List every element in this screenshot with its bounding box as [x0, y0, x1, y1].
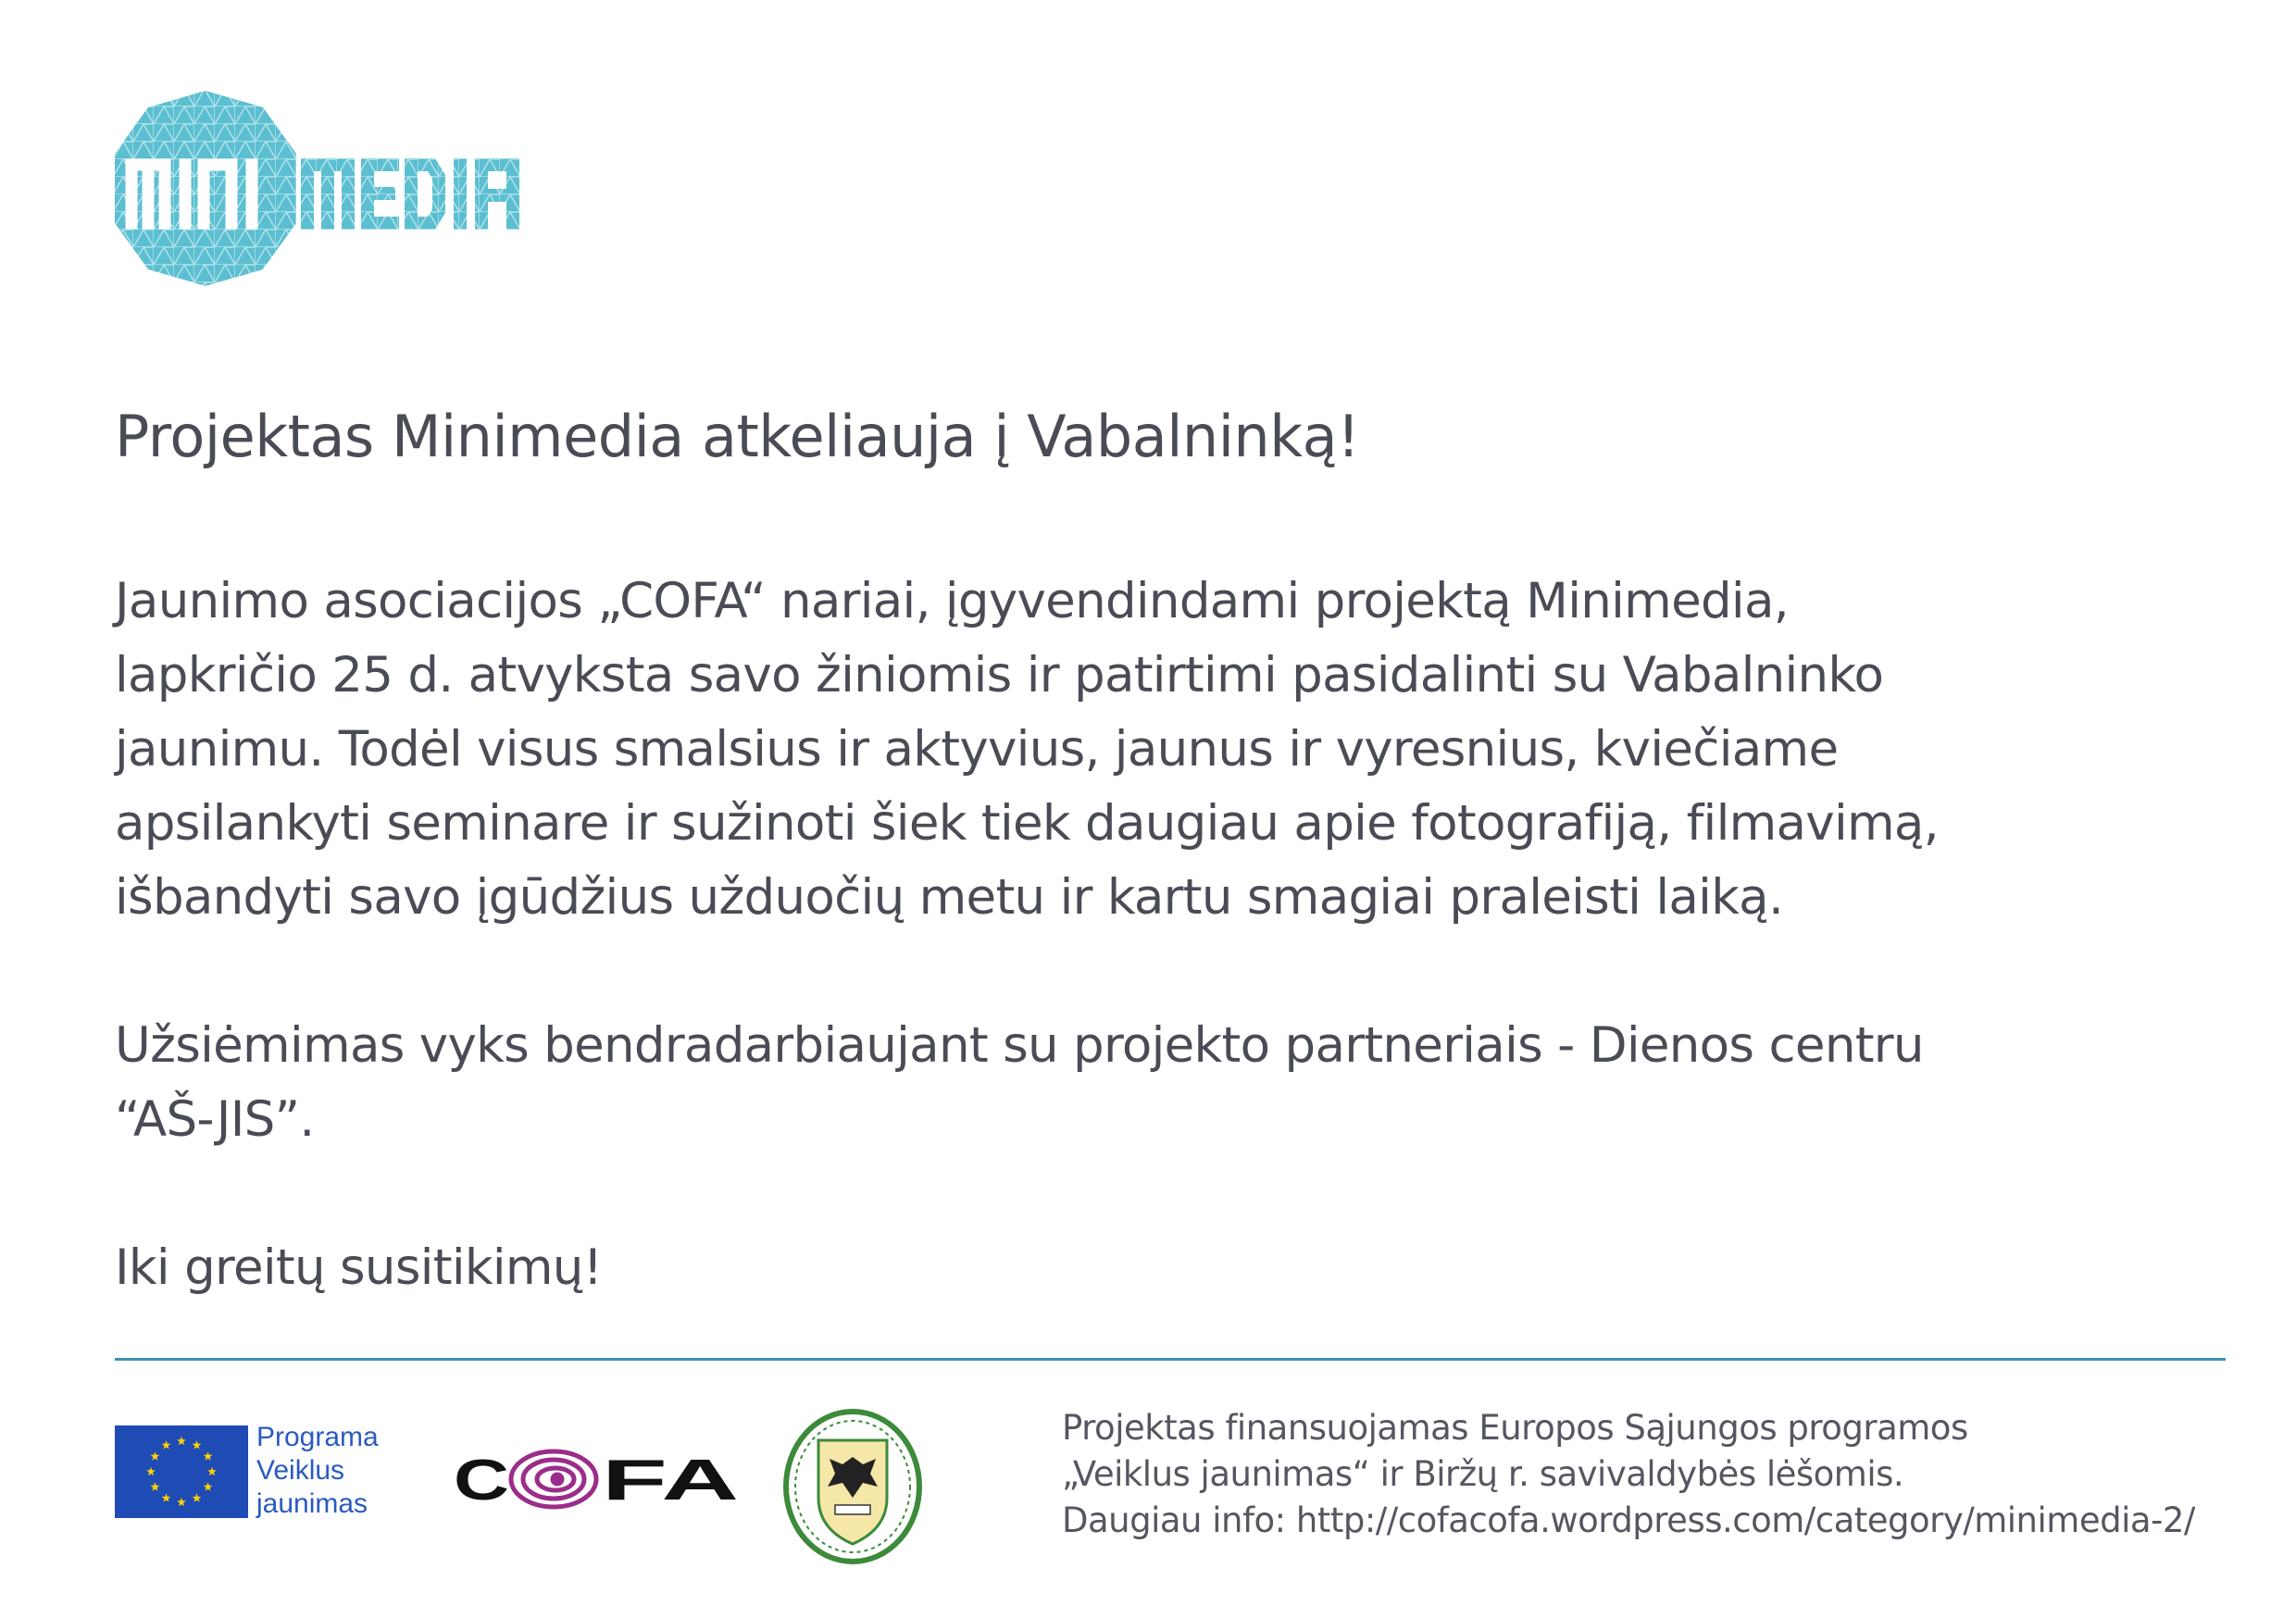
funding-line: „Veiklus jaunimas“ ir Biržų r. savivaldybės lėšomis. — [1062, 1454, 1904, 1494]
birzai-coat-of-arms-icon — [783, 1409, 922, 1564]
funding-url[interactable]: Daugiau info: http://cofacofa.wordpress.com/category/minimedia-2/ — [1062, 1500, 2195, 1540]
eu-label-line: Programa — [256, 1422, 379, 1452]
paragraph-line: Užsiėmimas vyks bendradarbiaujant su projekto partneriais - Dienos centru — [115, 1017, 1924, 1074]
closing-line: Iki greitų susitikimų! — [115, 1239, 603, 1296]
eu-label-line: Veiklus — [256, 1455, 345, 1486]
eu-flag-icon — [115, 1425, 248, 1518]
paragraph-line: išbandyti savo įgūdžius užduočių metu ir kartu smagiai praleisti laiką. — [115, 869, 1784, 926]
paragraph-line: “AŠ-JIS”. — [115, 1091, 315, 1148]
svg-text:FA: FA — [602, 1449, 739, 1512]
eu-label-line: jaunimas — [256, 1488, 368, 1519]
paragraph-partners — [115, 1009, 2244, 1157]
page-title: Projektas Minimedia atkeliauja į Vabalninką! — [115, 403, 1360, 470]
minimedia-logo — [113, 89, 604, 288]
paragraph-intro — [115, 565, 2244, 935]
footer-divider — [115, 1358, 2226, 1361]
funding-info — [1062, 1405, 2195, 1544]
cofa-logo — [454, 1442, 741, 1516]
paragraph-line: lapkričio 25 d. atvyksta savo žiniomis ir patirtimi pasidalinti su Vabalninko — [115, 647, 1884, 703]
eu-program-label — [256, 1421, 379, 1521]
paragraph-line: jaunimu. Todėl visus smalsius ir aktyvius, jaunus ir vyresnius, kviečiame — [115, 721, 1839, 778]
paragraph-line: Jaunimo asociacijos „COFA“ nariai, įgyvendindami projektą Minimedia, — [115, 573, 1789, 629]
body-text — [115, 565, 2244, 1379]
funding-line: Projektas finansuojamas Europos Sąjungos programos — [1062, 1408, 1968, 1448]
svg-text:C: C — [454, 1449, 509, 1512]
paragraph-line: apsilankyti seminare ir sužinoti šiek tiek daugiau apie fotografiją, filmavimą, — [115, 795, 1939, 852]
